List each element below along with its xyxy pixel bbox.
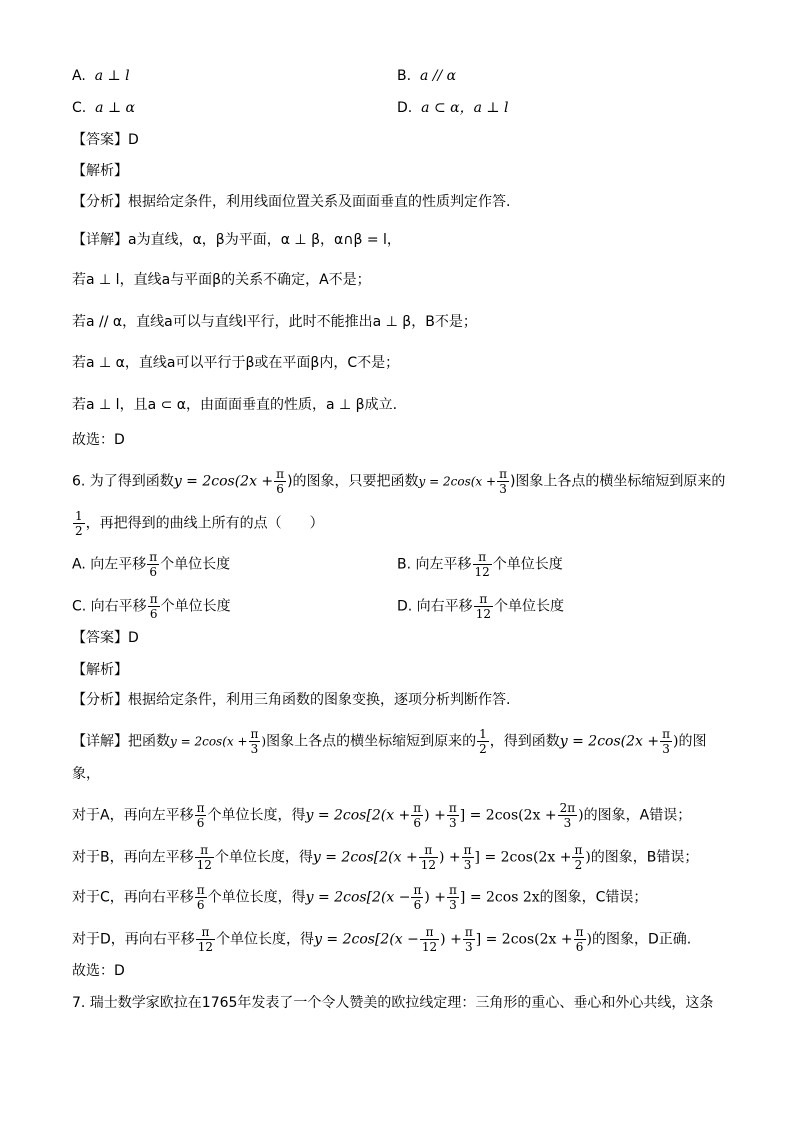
q6-stem-line-2: $\frac{1}{2}$ ，再把得到的曲线上所有的点（ ） <box>75 509 324 538</box>
q6-option-a: A. 向左平移 $\frac{\pi}{6}$ 个单位长度 <box>72 550 231 579</box>
q5-detail-line-4: 若a ⊥ α，直线a可以平行于β或在平面β内，C不是； <box>72 355 400 371</box>
q6-detail-line-2: 象， <box>72 766 100 782</box>
q5-option-b: B. a // α <box>397 68 457 84</box>
q7-stem: 7. 瑞士数学家欧拉在1765年发表了一个令人赞美的欧拉线定理：三角形的重心、垂心和外心共线，这条 <box>72 995 714 1011</box>
q5-option-a: A. a ⊥ l <box>72 68 130 84</box>
q6-detail-a: 对于A，再向左平移 $\frac{\pi}{6}$ 个单位长度，得y = 2cos[2(x + $\frac{\pi}{6}$ ) + $\frac{\pi}{3}$ ] = 2cos(2x + $\frac{2\pi}{3}$ )的图象，A错误； <box>72 801 692 830</box>
q6-option-b: B. 向左平移 $\frac{\pi}{12}$ 个单位长度 <box>397 550 563 579</box>
q5-choose: 故选：D <box>72 432 125 448</box>
q6-option-d: D. 向右平移 $\frac{\pi}{12}$ 个单位长度 <box>397 592 564 621</box>
q6-detail-d: 对于D，再向右平移 $\frac{\pi}{12}$ 个单位长度，得y = 2cos[2(x − $\frac{\pi}{12}$ ) + $\frac{\pi}{3}$ ] = 2cos(2x + $\frac{\pi}{6}$ )的图象，D正确. <box>72 925 692 954</box>
q5-detail-line-2: 若a ⊥ l，直线a与平面β的关系不确定，A不是； <box>72 272 371 288</box>
q5-answer: 【答案】D <box>72 132 139 148</box>
q6-detail-line-1: 【详解】把函数y = 2cos(x + $\frac{\pi}{3}$ )图象上各点的横坐标缩短到原来的 $\frac{1}{2}$ ，得到函数y = 2cos(2x + $\frac{\pi}{3}$ )的图 <box>72 727 707 756</box>
q6-analysis-heading: 【解析】 <box>72 662 128 678</box>
q6-stem-line-1: 6. 为了得到函数y = 2cos(2x + $\frac{\pi}{6}$ )的图象，只要把函数y = 2cos(x + $\frac{\pi}{3}$ )图象上各点的横坐标缩短到原来的 <box>72 467 726 496</box>
q6-analysis: 【分析】根据给定条件，利用三角函数的图象变换，逐项分析判断作答. <box>72 692 511 708</box>
q6-detail-b: 对于B，再向左平移 $\frac{\pi}{12}$ 个单位长度，得y = 2cos[2(x + $\frac{\pi}{12}$ ) + $\frac{\pi}{3}$ ] = 2cos(2x + $\frac{\pi}{2}$ )的图象，B错误； <box>72 843 699 872</box>
q5-detail-line-5: 若a ⊥ l，且a ⊂ α，由面面垂直的性质，a ⊥ β成立. <box>72 397 398 413</box>
q5-analysis: 【分析】根据给定条件，利用线面位置关系及面面垂直的性质判定作答. <box>72 194 511 210</box>
q5-detail-line-1: 【详解】a为直线，α，β为平面，α ⊥ β，α∩β = l， <box>72 232 401 248</box>
q5-option-d: D. a ⊂ α，a ⊥ l <box>397 100 509 116</box>
q6-option-c: C. 向右平移 $\frac{\pi}{6}$ 个单位长度 <box>72 592 231 621</box>
q6-answer: 【答案】D <box>72 630 139 646</box>
q6-detail-c: 对于C，再向右平移 $\frac{\pi}{6}$ 个单位长度，得y = 2cos[2(x − $\frac{\pi}{6}$ ) + $\frac{\pi}{3}$ ] = 2cos 2x的图象，C错误； <box>72 883 648 912</box>
q6-choose: 故选：D <box>72 963 125 979</box>
q5-option-c: C. a ⊥ α <box>72 100 136 116</box>
q5-analysis-heading: 【解析】 <box>72 163 128 179</box>
q5-detail-line-3: 若a // α，直线a可以与直线l平行，此时不能推出a ⊥ β，B不是； <box>72 314 477 330</box>
